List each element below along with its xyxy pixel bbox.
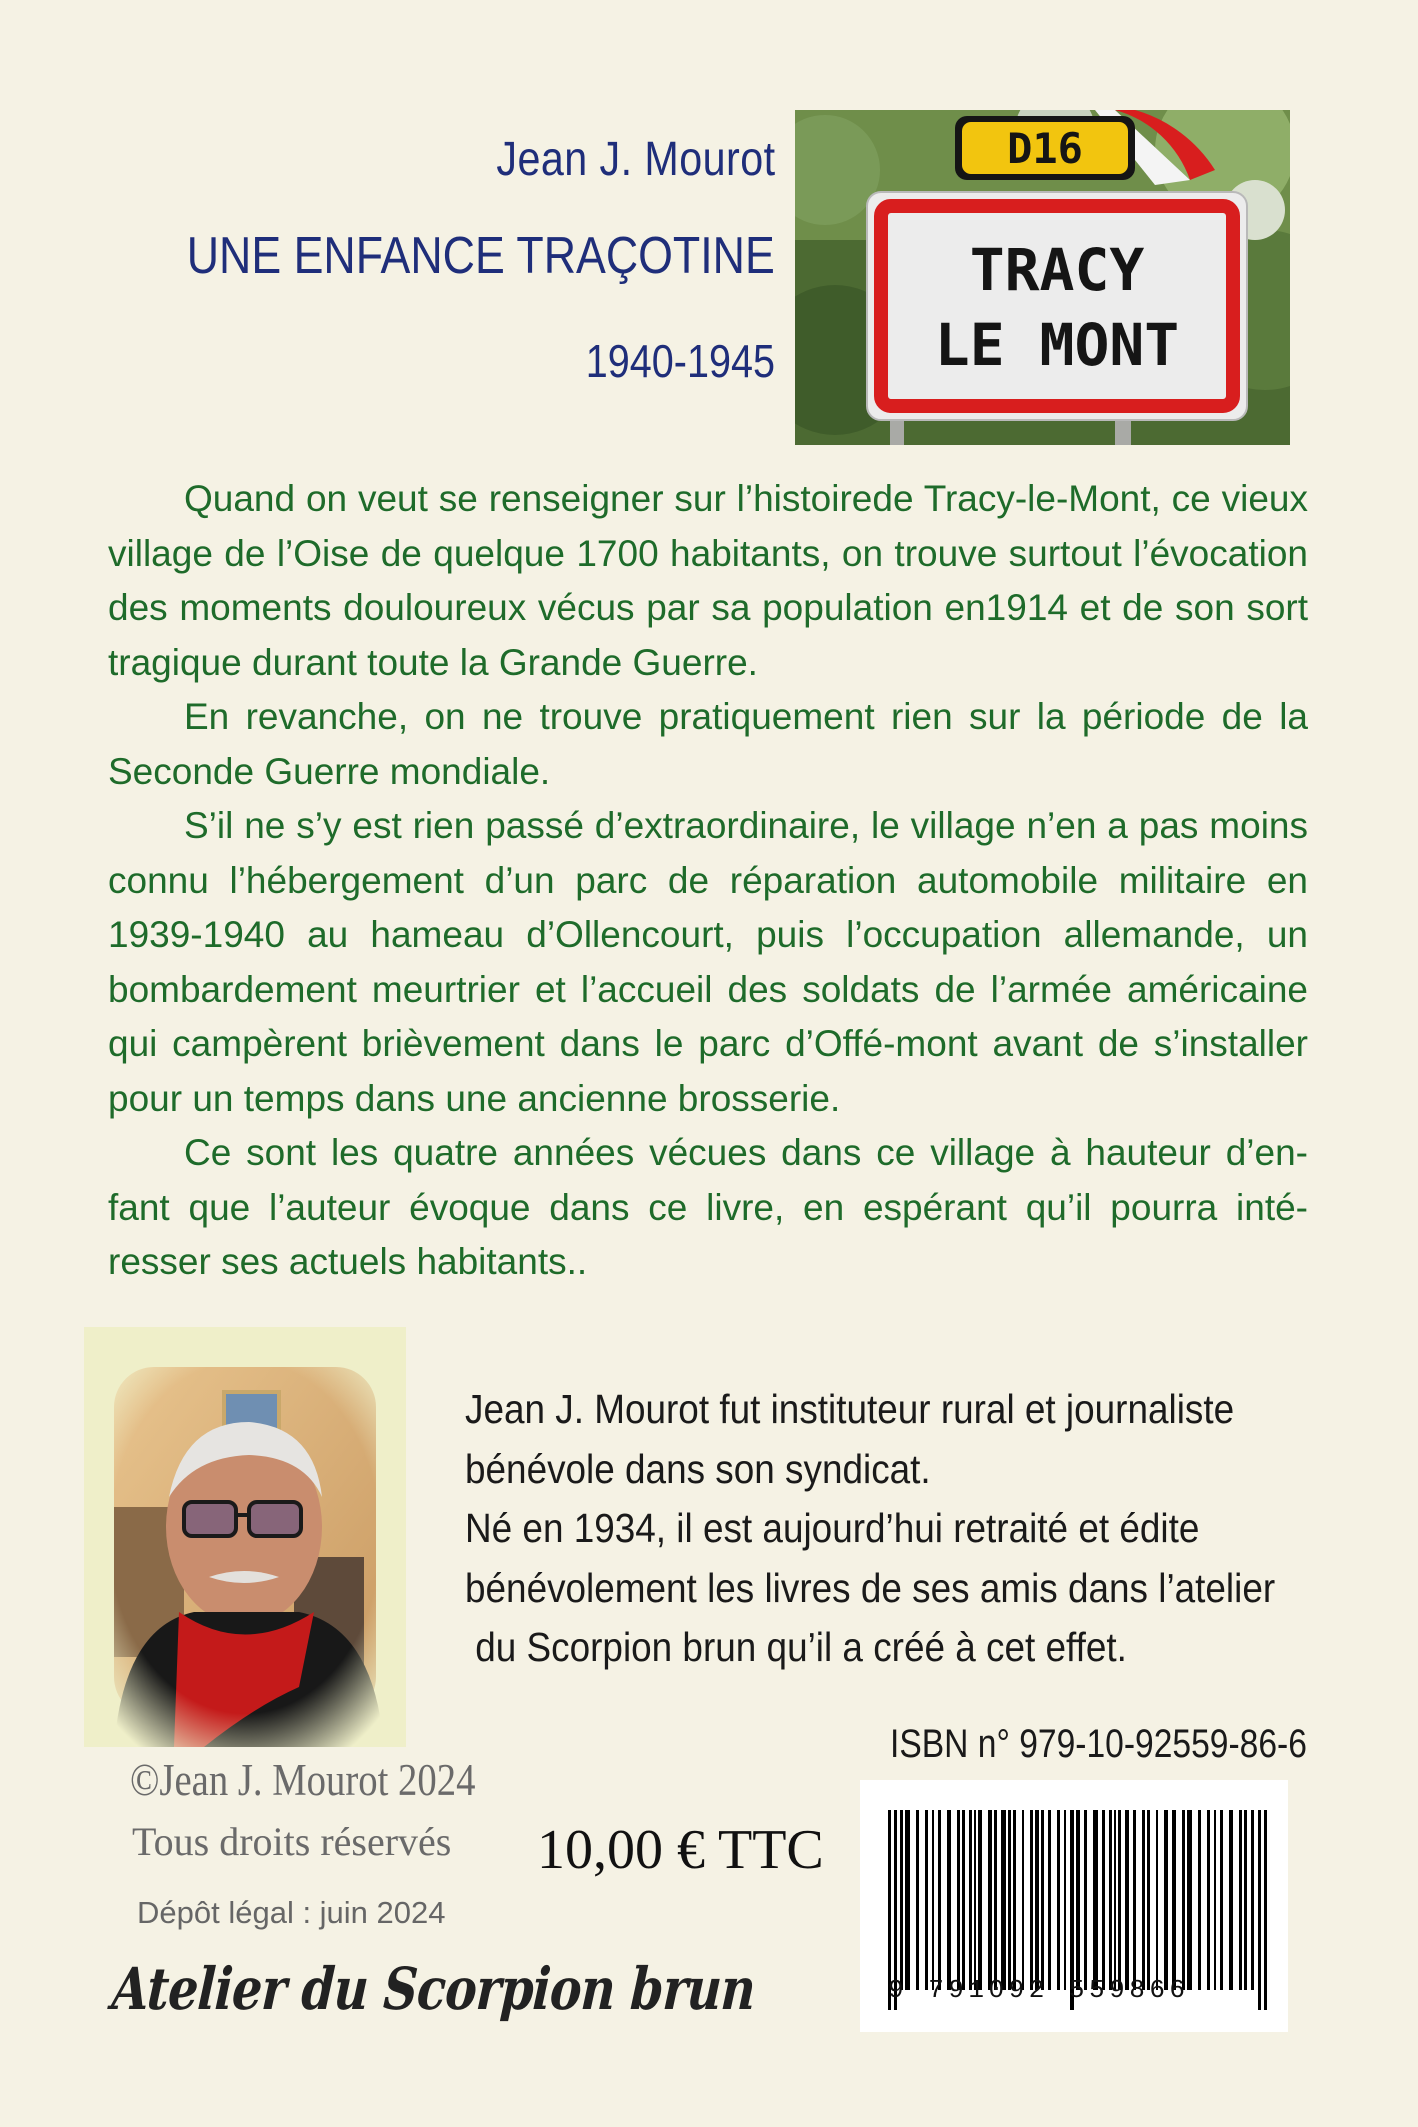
bio-line: du Scorpion brun qu’il a créé à cet effet. [465, 1624, 1127, 1670]
barcode-bar [1244, 1810, 1247, 1990]
barcode-bar [1207, 1810, 1210, 1990]
barcode-bar [1064, 1810, 1066, 1990]
blurb-paragraph-3: S’il ne s’y est rien passé d’extraordinaire, le village n’en a pas moins connu l’hébergement d’un parc de réparation automobile militaire en 1939-1940 au hameau d’Ollencourt, puis l’occupation allemande, un bombardement meurtrier et l’accueil des soldats de l’armée américaine qui campèrent brièvement dans le parc d’Offé-mont avant de s’installer pour un temps dans une ancienne brosserie. [108, 805, 1308, 1119]
barcode-bar [978, 1810, 982, 1990]
book-years: 1940-1945 [585, 335, 775, 387]
barcode-bar [932, 1810, 934, 1990]
author-portrait [84, 1327, 406, 1747]
barcode-bar [1214, 1810, 1216, 1990]
town-name-line2: LE MONT [934, 311, 1180, 379]
barcode-bar [1164, 1810, 1168, 1990]
barcode-bar [1220, 1810, 1223, 1990]
barcode-bar [1229, 1810, 1233, 1990]
barcode-bar [969, 1810, 972, 1990]
barcode-bar [988, 1810, 992, 1990]
barcode-bar [1057, 1810, 1060, 1990]
barcode-bar [947, 1810, 951, 1990]
barcode-bar [1251, 1810, 1254, 1990]
barcode-bar [1076, 1810, 1080, 1990]
bio-line: Né en 1934, il est aujourd’hui retraité et édite [465, 1505, 1200, 1551]
barcode-bar [974, 1810, 976, 1990]
barcode-bar [905, 1810, 910, 1990]
barcode-bar [962, 1810, 965, 1990]
barcode-bar [1142, 1810, 1145, 1990]
bio-line: Jean J. Mourot fut instituteur rural et journaliste [465, 1386, 1235, 1432]
barcode-bar [916, 1810, 919, 1990]
publisher-name: Atelier du Scorpion brun [110, 1955, 757, 2023]
blurb-paragraph-4: Ce sont les quatre années vécues dans ce village à hauteur d’en-fant que l’auteur évoque dans ce livre, en espérant qu’il pourra inté-resser ses actuels habitants.. [108, 1132, 1308, 1282]
barcode-bar [1114, 1810, 1116, 1990]
barcode-bar [1093, 1810, 1098, 1990]
author-name: Jean J. Mourot [495, 133, 775, 186]
price-label: 10,00 € TTC [537, 1819, 824, 1881]
barcode-bar [1239, 1810, 1242, 1990]
bio-line: bénévolement les livres de ses amis dans l’atelier [465, 1564, 1276, 1611]
barcode-bar [1048, 1810, 1051, 1990]
author-bio [465, 1380, 1335, 1678]
barcode-bar [925, 1810, 928, 1990]
barcode-bar [1013, 1810, 1016, 1990]
barcode-bar [1008, 1810, 1011, 1990]
barcode-bar [1187, 1810, 1192, 1990]
barcode-bar [1109, 1810, 1112, 1990]
barcode-bar [1030, 1810, 1033, 1990]
barcode-bar [1022, 1810, 1024, 1990]
road-number-text: D16 [1007, 124, 1083, 173]
barcode-bar [1147, 1810, 1150, 1990]
rights-notice: Tous droits réservés [132, 1819, 452, 1864]
blurb-paragraph-2: En revanche, on ne trouve pratiquement rien sur la période de la Seconde Guerre mondiale. [108, 696, 1308, 792]
town-name-line1: TRACY [969, 236, 1145, 304]
barcode-bar [1198, 1810, 1201, 1990]
barcode-bar [1182, 1810, 1185, 1990]
book-title: UNE ENFANCE TRAÇOTINE [186, 227, 775, 285]
barcode-bar [938, 1810, 941, 1990]
blurb-paragraph-1: Quand on veut se renseigner sur l’histoirede Tracy-le-Mont, ce vieux village de l’Oise de quelque 1700 habitants, on trouve surtout l’évocation des moments douloureux vécus par sa population en1914 et de son sort tragique durant toute la Grande Guerre. [108, 478, 1308, 683]
barcode-bar [1118, 1810, 1121, 1990]
barcode-bar [1125, 1810, 1129, 1990]
bio-line: bénévole dans son syndicat. [465, 1445, 931, 1492]
barcode-bar [1172, 1810, 1176, 1990]
barcode-bar [1102, 1810, 1105, 1990]
isbn-text: ISBN n° 979-10-92559-86-6 [890, 1722, 1307, 1766]
barcode-digits: 9 791092 559866 [888, 1975, 1190, 2005]
barcode-bar [1041, 1810, 1044, 1990]
barcode-bar [1156, 1810, 1158, 1990]
barcode-bar [1035, 1810, 1039, 1990]
barcode-bar [1001, 1810, 1006, 1990]
copyright-notice: ©Jean J. Mourot 2024 [130, 1755, 476, 1805]
road-sign-photo [795, 110, 1290, 445]
barcode-bar [900, 1810, 903, 1990]
legal-deposit: Dépôt légal : juin 2024 [137, 1895, 446, 1930]
town-sign [867, 192, 1247, 420]
barcode-bar [994, 1810, 997, 1990]
barcode-bar [1084, 1810, 1087, 1990]
road-number-plate [955, 116, 1135, 180]
barcode-bar [957, 1810, 960, 1990]
barcode-bar [1133, 1810, 1136, 1990]
back-cover-blurb [108, 472, 1308, 1290]
